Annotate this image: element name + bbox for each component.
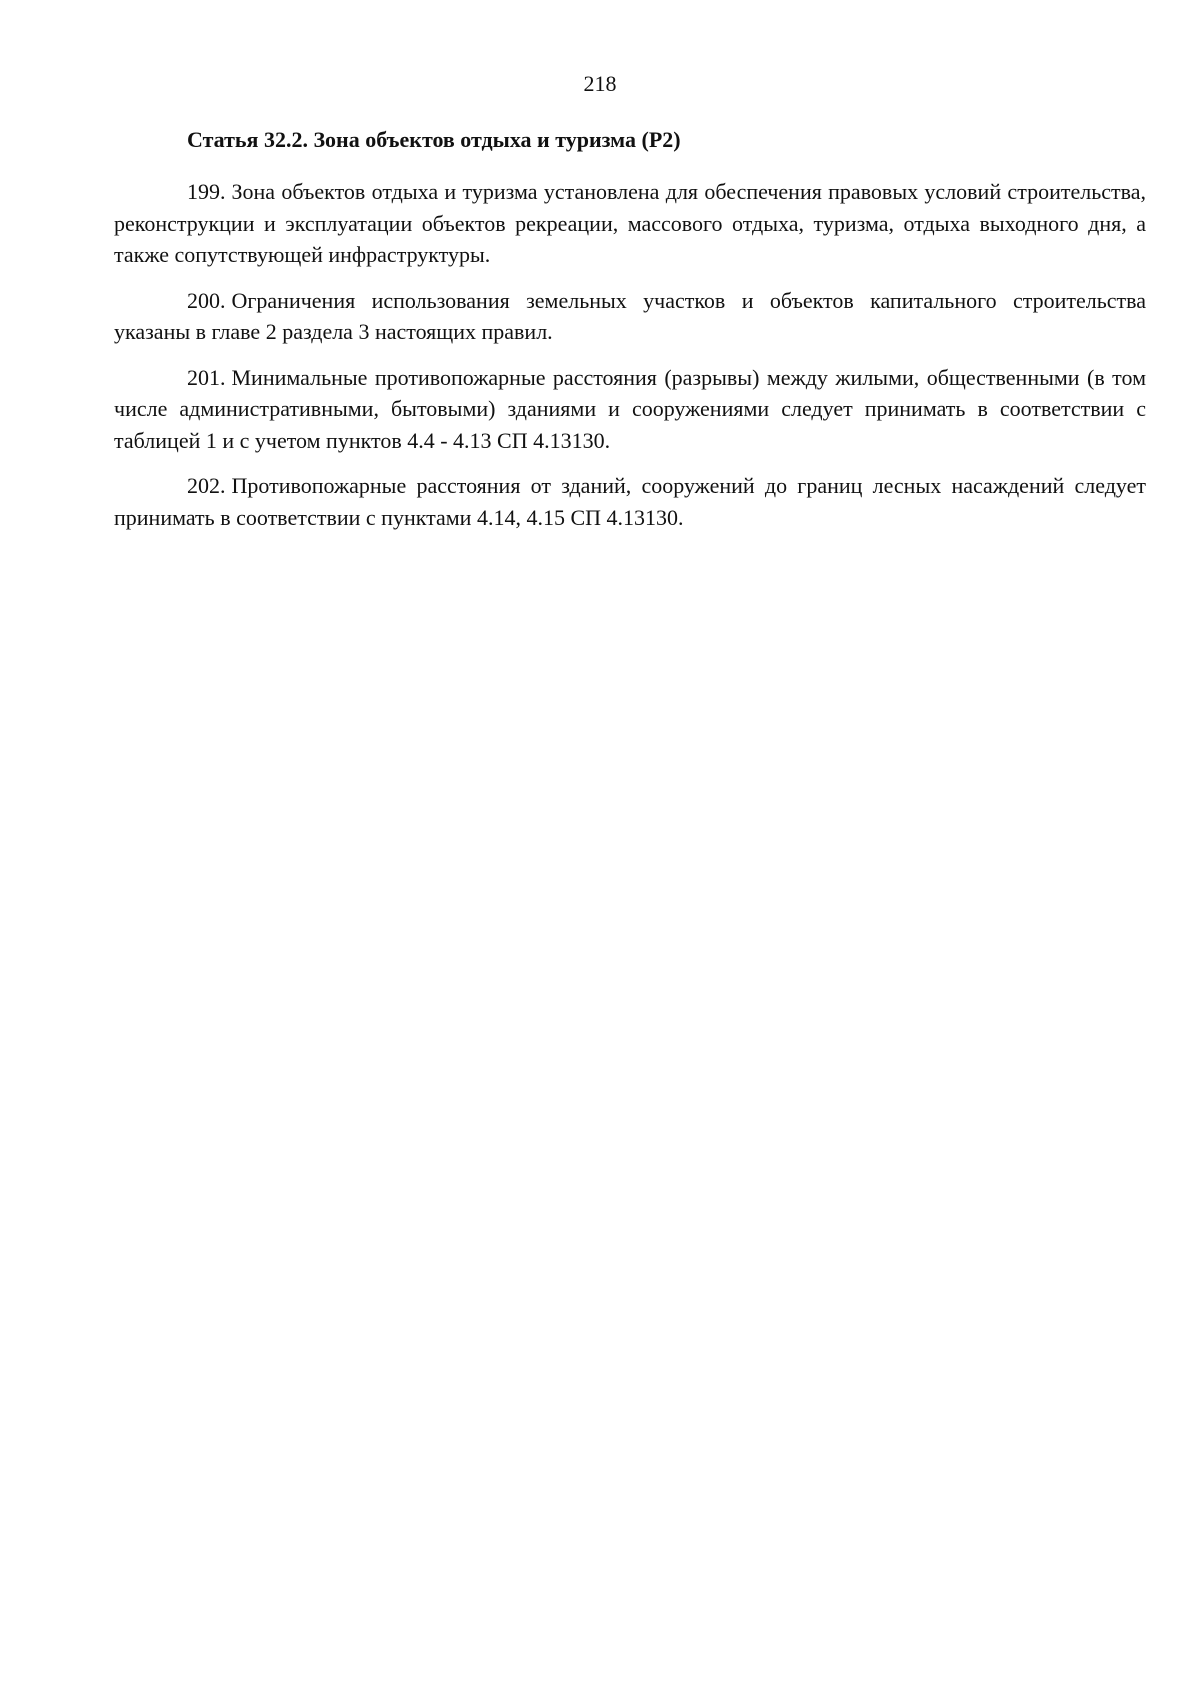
paragraph-199 [114,176,1146,271]
paragraph-text: Ограничения использования земельных участков и объектов капитального строительства указаны в главе 2 раздела 3 настоящих правил. [114,287,1146,344]
paragraph-number: 202. [187,473,226,498]
article-title: Статья 32.2. Зона объектов отдыха и туризма (Р2) [187,127,681,152]
paragraph-202 [114,470,1146,533]
page-number: 218 [583,71,617,96]
paragraph-text: Минимальные противопожарные расстояния (разрывы) между жилыми, общественными (в том числе административными, бытовыми) зданиями и сооружениями следует принимать в соответствии с таблицей 1 и с учетом пунктов 4.4 - 4.13 СП 4.13130. [114,364,1146,453]
document-body [114,126,1146,547]
paragraph-text: Зона объектов отдыха и туризма установлена для обеспечения правовых условий строительства, реконструкции и эксплуатации объектов рекреации, массового отдыха, туризма, отдыха выходного дня, а также сопутствующей инфраструктуры. [114,179,1146,267]
paragraph-number: 199. [187,179,226,204]
paragraph-text: Противопожарные расстояния от зданий, сооружений до границ лесных насаждений следует принимать в соответствии с пунктами 4.14, 4.15 СП 4.13130. [114,473,1146,530]
paragraph-number: 201. [187,364,226,390]
paragraph-201 [114,362,1146,457]
paragraph-number: 200. [187,287,226,313]
paragraph-200 [114,285,1146,348]
